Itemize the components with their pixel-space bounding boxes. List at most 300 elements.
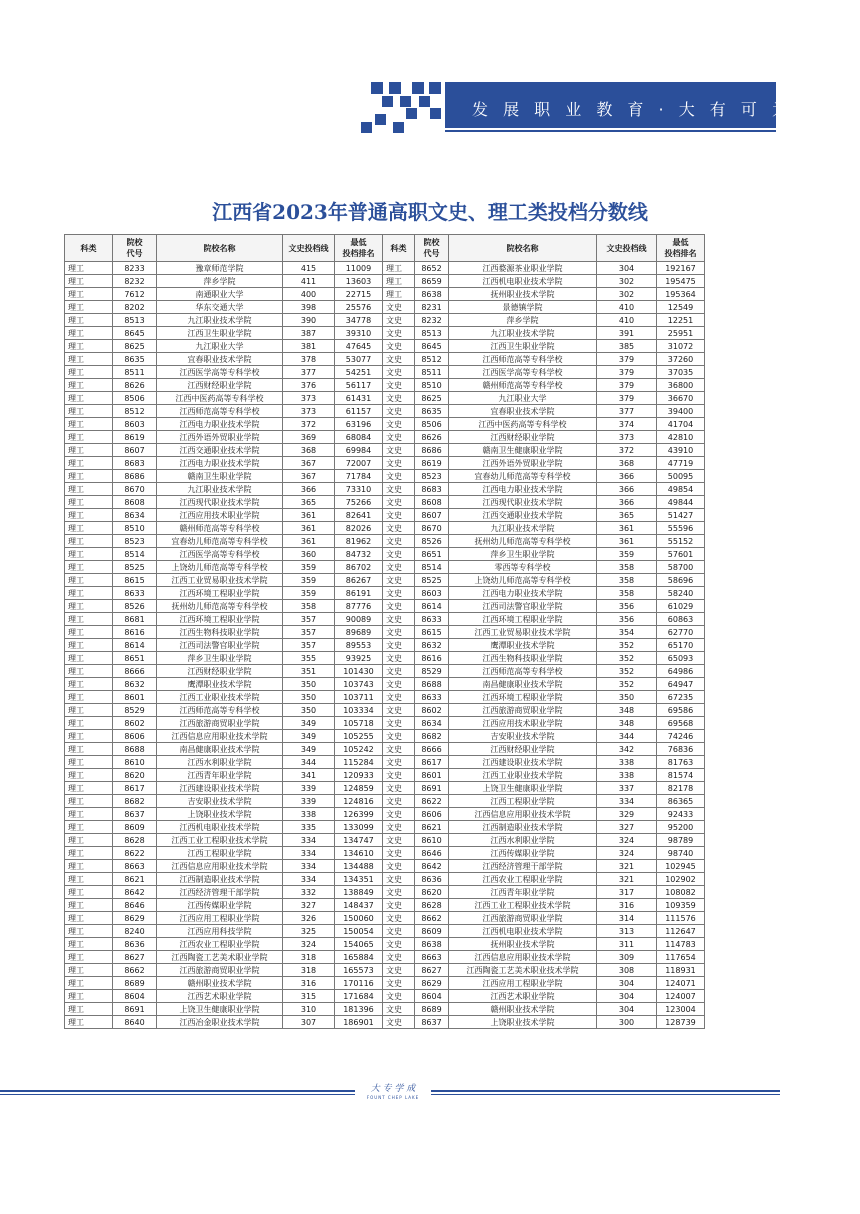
code-cell: 8506: [113, 392, 157, 405]
school-name-cell: 抚州职业技术学院: [449, 938, 597, 951]
school-name-cell: 江西师范高等专科学校: [157, 405, 283, 418]
score-cell: 398: [283, 301, 335, 314]
school-name-cell: 九江职业技术学院: [449, 327, 597, 340]
category-cell: 文史: [383, 691, 415, 704]
score-cell: 316: [597, 899, 657, 912]
decor-square: [429, 82, 441, 94]
school-name-cell: 江西水利职业学院: [157, 756, 283, 769]
table-row: [65, 366, 705, 379]
score-cell: 349: [283, 730, 335, 743]
category-cell: 理工: [65, 704, 113, 717]
school-name-cell: 江西艺术职业学院: [449, 990, 597, 1003]
school-name-cell: 萍乡学院: [449, 314, 597, 327]
rank-cell: 61431: [335, 392, 383, 405]
score-cell: 334: [283, 873, 335, 886]
score-cell: 379: [597, 353, 657, 366]
category-cell: 文史: [383, 600, 415, 613]
column-header: 最低 投档排名: [335, 235, 383, 262]
category-cell: 文史: [383, 990, 415, 1003]
rank-cell: 134488: [335, 860, 383, 873]
code-cell: 8686: [113, 470, 157, 483]
rank-cell: 49854: [657, 483, 705, 496]
school-name-cell: 赣南卫生职业学院: [157, 470, 283, 483]
school-name-cell: 景德镇学院: [449, 301, 597, 314]
category-cell: 理工: [65, 639, 113, 652]
code-cell: 8670: [113, 483, 157, 496]
score-cell: 338: [597, 756, 657, 769]
code-cell: 8666: [415, 743, 449, 756]
column-header: 院校 代号: [415, 235, 449, 262]
school-name-cell: 江西交通职业技术学院: [157, 444, 283, 457]
code-cell: 8683: [415, 483, 449, 496]
table-row: [65, 509, 705, 522]
category-cell: 文史: [383, 496, 415, 509]
table-row: [65, 782, 705, 795]
code-cell: 8629: [113, 912, 157, 925]
table-row: [65, 535, 705, 548]
score-cell: 368: [283, 444, 335, 457]
school-name-cell: 江西工业工程职业技术学院: [449, 899, 597, 912]
score-cell: 344: [283, 756, 335, 769]
category-cell: 理工: [65, 587, 113, 600]
rank-cell: 148437: [335, 899, 383, 912]
table-row: [65, 262, 705, 275]
category-cell: 文史: [383, 561, 415, 574]
score-cell: 365: [283, 496, 335, 509]
school-name-cell: 江西生物科技职业学院: [449, 652, 597, 665]
category-cell: 文史: [383, 431, 415, 444]
code-cell: 8614: [113, 639, 157, 652]
rank-cell: 31072: [657, 340, 705, 353]
code-cell: 8607: [113, 444, 157, 457]
code-cell: 8636: [113, 938, 157, 951]
code-cell: 8604: [113, 990, 157, 1003]
score-cell: 344: [597, 730, 657, 743]
rank-cell: 165573: [335, 964, 383, 977]
category-cell: 理工: [65, 730, 113, 743]
score-cell: 352: [597, 678, 657, 691]
table-row: [65, 977, 705, 990]
category-cell: 理工: [65, 561, 113, 574]
decor-square: [361, 122, 372, 133]
score-cell: 348: [597, 717, 657, 730]
rank-cell: 69568: [657, 717, 705, 730]
table-row: [65, 886, 705, 899]
school-name-cell: 江西现代职业技术学院: [157, 496, 283, 509]
score-cell: 359: [283, 574, 335, 587]
school-name-cell: 江西应用科技学院: [157, 925, 283, 938]
category-cell: 理工: [65, 678, 113, 691]
school-name-cell: 萍乡学院: [157, 275, 283, 288]
table-row: [65, 600, 705, 613]
score-cell: 381: [283, 340, 335, 353]
column-header: 文史投档线: [283, 235, 335, 262]
table-row: [65, 613, 705, 626]
category-cell: 文史: [383, 730, 415, 743]
rank-cell: 74246: [657, 730, 705, 743]
table-row: [65, 444, 705, 457]
code-cell: 8625: [415, 392, 449, 405]
score-cell: 400: [283, 288, 335, 301]
code-cell: 8619: [415, 457, 449, 470]
rank-cell: 103334: [335, 704, 383, 717]
code-cell: 8529: [415, 665, 449, 678]
code-cell: 8601: [113, 691, 157, 704]
school-name-cell: 萍乡卫生职业学院: [449, 548, 597, 561]
category-cell: 文史: [383, 418, 415, 431]
school-name-cell: 抚州幼儿师范高等专科学校: [449, 535, 597, 548]
rank-cell: 73310: [335, 483, 383, 496]
category-cell: 理工: [65, 301, 113, 314]
score-cell: 366: [597, 496, 657, 509]
table-row: [65, 353, 705, 366]
code-cell: 8614: [415, 600, 449, 613]
table-row: [65, 548, 705, 561]
score-cell: 334: [283, 847, 335, 860]
rank-cell: 61029: [657, 600, 705, 613]
category-cell: 理工: [65, 340, 113, 353]
table-row: [65, 431, 705, 444]
school-name-cell: 江西医学高等专科学校: [449, 366, 597, 379]
score-cell: 302: [597, 275, 657, 288]
rank-cell: 138849: [335, 886, 383, 899]
category-cell: 文史: [383, 899, 415, 912]
category-cell: 理工: [65, 691, 113, 704]
score-cell: 338: [597, 769, 657, 782]
code-cell: 8632: [113, 678, 157, 691]
score-cell: 334: [597, 795, 657, 808]
table-row: [65, 704, 705, 717]
code-cell: 8638: [415, 288, 449, 301]
school-name-cell: 江西经济管理干部学院: [449, 860, 597, 873]
category-cell: 理工: [65, 353, 113, 366]
school-name-cell: 九江职业技术学院: [157, 314, 283, 327]
rank-cell: 98740: [657, 847, 705, 860]
rank-cell: 47719: [657, 457, 705, 470]
rank-cell: 181396: [335, 1003, 383, 1016]
code-cell: 8682: [415, 730, 449, 743]
category-cell: 理工: [65, 769, 113, 782]
category-cell: 文史: [383, 314, 415, 327]
table-row: [65, 522, 705, 535]
school-name-cell: 江西信息应用职业技术学院: [157, 860, 283, 873]
school-name-cell: 江西陶瓷工艺美术职业技术学院: [449, 964, 597, 977]
table-row: [65, 925, 705, 938]
rank-cell: 69984: [335, 444, 383, 457]
category-cell: 理工: [65, 964, 113, 977]
table-row: [65, 327, 705, 340]
decor-square: [393, 122, 404, 133]
table-row: [65, 756, 705, 769]
code-cell: 8609: [113, 821, 157, 834]
category-cell: 理工: [65, 288, 113, 301]
code-cell: 8603: [113, 418, 157, 431]
score-cell: 327: [283, 899, 335, 912]
code-cell: 8512: [113, 405, 157, 418]
category-cell: 理工: [65, 431, 113, 444]
category-cell: 文史: [383, 873, 415, 886]
code-cell: 8642: [113, 886, 157, 899]
rank-cell: 86365: [657, 795, 705, 808]
decor-square: [412, 82, 424, 94]
school-name-cell: 江西卫生职业学院: [157, 327, 283, 340]
category-cell: 理工: [65, 938, 113, 951]
score-cell: 361: [283, 522, 335, 535]
school-name-cell: 江西司法警官职业学院: [157, 639, 283, 652]
score-cell: 318: [283, 951, 335, 964]
category-cell: 理工: [65, 912, 113, 925]
rank-cell: 123004: [657, 1003, 705, 1016]
category-cell: 理工: [65, 665, 113, 678]
score-cell: 367: [283, 457, 335, 470]
rank-cell: 72007: [335, 457, 383, 470]
score-cell: 377: [597, 405, 657, 418]
rank-cell: 171684: [335, 990, 383, 1003]
category-cell: 文史: [383, 795, 415, 808]
category-cell: 文史: [383, 379, 415, 392]
rank-cell: 86191: [335, 587, 383, 600]
table-row: [65, 392, 705, 405]
table-row: [65, 574, 705, 587]
category-cell: 文史: [383, 366, 415, 379]
code-cell: 8642: [415, 860, 449, 873]
decor-square: [375, 114, 386, 125]
code-cell: 8625: [113, 340, 157, 353]
rank-cell: 86702: [335, 561, 383, 574]
decor-square: [400, 96, 411, 107]
table-row: [65, 964, 705, 977]
code-cell: 8602: [113, 717, 157, 730]
score-cell: 369: [283, 431, 335, 444]
category-cell: 文史: [383, 392, 415, 405]
decor-square: [419, 96, 430, 107]
code-cell: 8628: [113, 834, 157, 847]
code-cell: 8626: [113, 379, 157, 392]
school-name-cell: 江西工业贸易职业技术学院: [157, 574, 283, 587]
category-cell: 文史: [383, 938, 415, 951]
category-cell: 文史: [383, 717, 415, 730]
score-cell: 356: [597, 600, 657, 613]
header-underline: [445, 130, 776, 132]
school-name-cell: 江西交通职业技术学院: [449, 509, 597, 522]
category-cell: 理工: [65, 613, 113, 626]
rank-cell: 134351: [335, 873, 383, 886]
decor-square: [371, 82, 383, 94]
score-cell: 350: [283, 678, 335, 691]
score-cell: 350: [283, 704, 335, 717]
score-cell: 365: [597, 509, 657, 522]
category-cell: 文史: [383, 743, 415, 756]
column-header: 院校 代号: [113, 235, 157, 262]
category-cell: 文史: [383, 587, 415, 600]
code-cell: 8666: [113, 665, 157, 678]
school-name-cell: 抚州幼儿师范高等专科学校: [157, 600, 283, 613]
school-name-cell: 江西电力职业技术学院: [449, 483, 597, 496]
school-name-cell: 江西机电职业技术学院: [449, 275, 597, 288]
score-cell: 411: [283, 275, 335, 288]
rank-cell: 61157: [335, 405, 383, 418]
school-name-cell: 江西应用工程职业学院: [157, 912, 283, 925]
table-row: [65, 847, 705, 860]
rank-cell: 81763: [657, 756, 705, 769]
rank-cell: 95200: [657, 821, 705, 834]
school-name-cell: 江西工业工程职业技术学院: [157, 834, 283, 847]
school-name-cell: 南昌健康职业技术学院: [449, 678, 597, 691]
table-row: [65, 340, 705, 353]
code-cell: 8633: [415, 613, 449, 626]
rank-cell: 81574: [657, 769, 705, 782]
rank-cell: 165884: [335, 951, 383, 964]
school-name-cell: 江西旅游商贸职业学院: [157, 717, 283, 730]
rank-cell: 65093: [657, 652, 705, 665]
rank-cell: 43910: [657, 444, 705, 457]
table-row: [65, 561, 705, 574]
school-name-cell: 江西农业工程职业学院: [449, 873, 597, 886]
category-cell: 文史: [383, 483, 415, 496]
rank-cell: 65170: [657, 639, 705, 652]
category-cell: 文史: [383, 626, 415, 639]
code-cell: 8646: [415, 847, 449, 860]
category-cell: 理工: [65, 756, 113, 769]
category-cell: 文史: [383, 470, 415, 483]
category-cell: 文史: [383, 847, 415, 860]
rank-cell: 55152: [657, 535, 705, 548]
rank-cell: 12549: [657, 301, 705, 314]
column-header: 文史投档线: [597, 235, 657, 262]
category-cell: 理工: [65, 405, 113, 418]
rank-cell: 58696: [657, 574, 705, 587]
rank-cell: 124071: [657, 977, 705, 990]
table-row: [65, 795, 705, 808]
category-cell: 文史: [383, 951, 415, 964]
code-cell: 8525: [113, 561, 157, 574]
code-cell: 8616: [415, 652, 449, 665]
category-cell: 理工: [65, 860, 113, 873]
code-cell: 8512: [415, 353, 449, 366]
rank-cell: 49844: [657, 496, 705, 509]
table-row: [65, 483, 705, 496]
column-header: 科类: [383, 235, 415, 262]
school-name-cell: 零西等专科学校: [449, 561, 597, 574]
score-cell: 359: [597, 548, 657, 561]
category-cell: 文史: [383, 834, 415, 847]
category-cell: 文史: [383, 821, 415, 834]
rank-cell: 37035: [657, 366, 705, 379]
school-name-cell: 江西工程职业学院: [157, 847, 283, 860]
table-row: [65, 1003, 705, 1016]
table-row: [65, 587, 705, 600]
rank-cell: 58700: [657, 561, 705, 574]
rank-cell: 62770: [657, 626, 705, 639]
code-cell: 8601: [415, 769, 449, 782]
category-cell: 文史: [383, 327, 415, 340]
category-cell: 文史: [383, 678, 415, 691]
table-row: [65, 457, 705, 470]
school-name-cell: 宜春职业技术学院: [157, 353, 283, 366]
category-cell: 理工: [65, 275, 113, 288]
code-cell: 8633: [113, 587, 157, 600]
score-cell: 325: [283, 925, 335, 938]
table-row: [65, 314, 705, 327]
score-cell: 335: [283, 821, 335, 834]
code-cell: 8525: [415, 574, 449, 587]
school-name-cell: 赣州师范高等专科学校: [157, 522, 283, 535]
school-name-cell: 江西艺术职业学院: [157, 990, 283, 1003]
category-cell: 文史: [383, 535, 415, 548]
score-cell: 357: [283, 613, 335, 626]
code-cell: 8607: [415, 509, 449, 522]
school-name-cell: 江西机电职业技术学院: [157, 821, 283, 834]
category-cell: 文史: [383, 405, 415, 418]
score-cell: 358: [597, 561, 657, 574]
category-cell: 文史: [383, 808, 415, 821]
category-cell: 文史: [383, 665, 415, 678]
code-cell: 8670: [415, 522, 449, 535]
school-name-cell: 江西青年职业学院: [449, 886, 597, 899]
rank-cell: 58240: [657, 587, 705, 600]
category-cell: 文史: [383, 444, 415, 457]
rank-cell: 87776: [335, 600, 383, 613]
rank-cell: 51427: [657, 509, 705, 522]
table-row: [65, 834, 705, 847]
score-cell: 358: [597, 587, 657, 600]
school-name-cell: 江西应用技术职业学院: [157, 509, 283, 522]
category-cell: 理工: [65, 314, 113, 327]
rank-cell: 195475: [657, 275, 705, 288]
rank-cell: 126399: [335, 808, 383, 821]
rank-cell: 82178: [657, 782, 705, 795]
code-cell: 8240: [113, 925, 157, 938]
score-cell: 349: [283, 743, 335, 756]
rank-cell: 64947: [657, 678, 705, 691]
school-name-cell: 江西信息应用职业技术学院: [449, 951, 597, 964]
table-row: [65, 873, 705, 886]
category-cell: 理工: [65, 379, 113, 392]
school-name-cell: 江西应用工程职业学院: [449, 977, 597, 990]
score-cell: 372: [283, 418, 335, 431]
school-name-cell: 上饶卫生健康职业学院: [157, 1003, 283, 1016]
code-cell: 8662: [113, 964, 157, 977]
category-cell: 文史: [383, 652, 415, 665]
category-cell: 文史: [383, 574, 415, 587]
school-name-cell: 江西中医药高等专科学校: [449, 418, 597, 431]
code-cell: 8640: [113, 1016, 157, 1029]
code-cell: 8628: [415, 899, 449, 912]
table-row: [65, 938, 705, 951]
school-name-cell: 上饶卫生健康职业学院: [449, 782, 597, 795]
score-cell: 349: [283, 717, 335, 730]
score-cell: 415: [283, 262, 335, 275]
code-cell: 8662: [415, 912, 449, 925]
rank-cell: 124859: [335, 782, 383, 795]
score-cell: 361: [283, 535, 335, 548]
code-cell: 8632: [415, 639, 449, 652]
rank-cell: 192167: [657, 262, 705, 275]
school-name-cell: 江西现代职业技术学院: [449, 496, 597, 509]
rank-cell: 81962: [335, 535, 383, 548]
code-cell: 8603: [415, 587, 449, 600]
category-cell: 文史: [383, 639, 415, 652]
table-row: [65, 1016, 705, 1029]
school-name-cell: 九江职业技术学院: [449, 522, 597, 535]
score-cell: 324: [283, 938, 335, 951]
score-cell: 366: [597, 470, 657, 483]
rank-cell: 39400: [657, 405, 705, 418]
code-cell: 8691: [113, 1003, 157, 1016]
code-cell: 8663: [113, 860, 157, 873]
category-cell: 理工: [65, 990, 113, 1003]
school-name-cell: 江西财经职业学院: [449, 743, 597, 756]
